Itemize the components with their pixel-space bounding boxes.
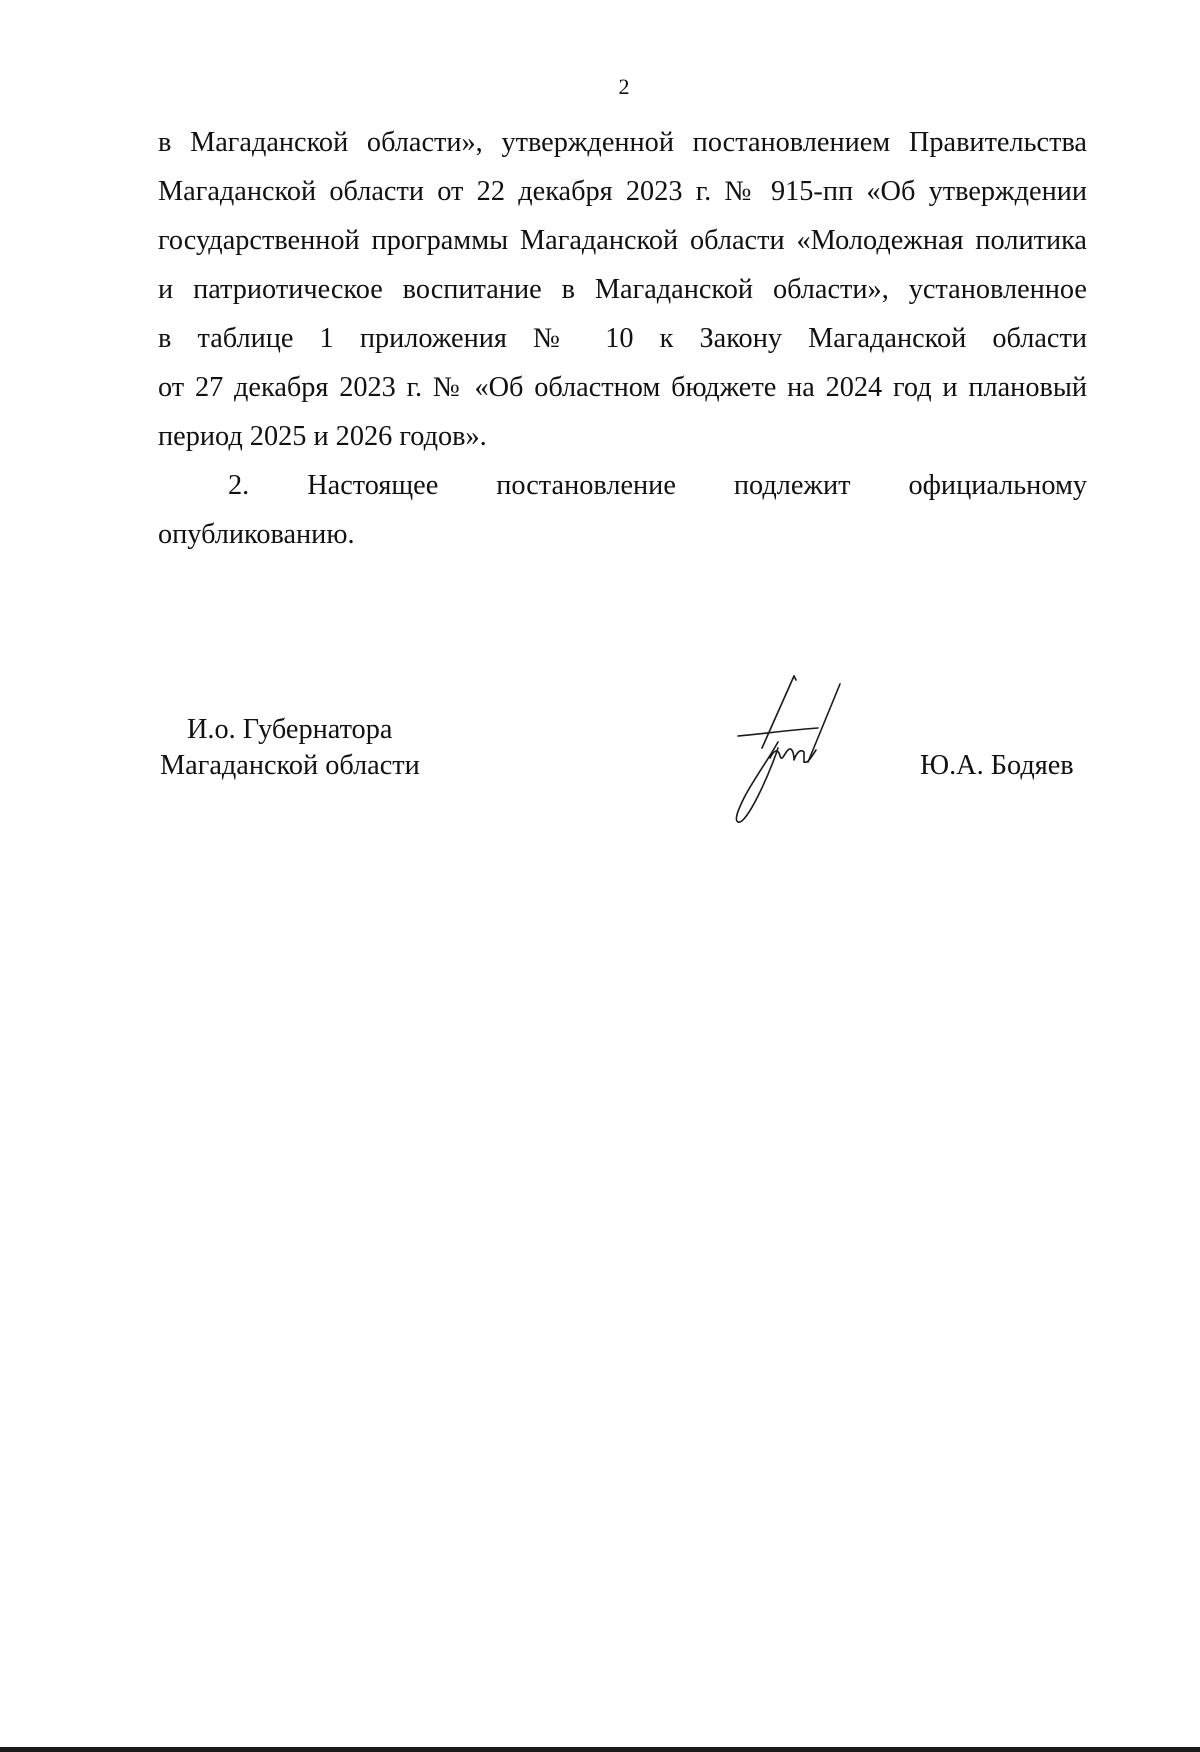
handwritten-signature [690, 670, 880, 830]
text-line: от 27 декабря 2023 г. № «Об областном бюджете на 2024 год и плановый [158, 372, 1087, 403]
text-line: 2. Настоящее постановление подлежит официальному [228, 470, 1087, 501]
text-line: в таблице 1 приложения № 10 к Закону Магаданской области [158, 323, 1087, 354]
scan-bottom-edge [0, 1747, 1200, 1752]
text-line: государственной программы Магаданской области «Молодежная политика [158, 225, 1087, 256]
signatory-title-line-1: И.о. Губернатора [187, 714, 393, 745]
signatory-name: Ю.А. Бодяев [920, 750, 1074, 781]
text-line: опубликованию. [158, 519, 355, 550]
page-number: 2 [618, 74, 630, 99]
document-body [158, 118, 1087, 559]
signatory-title-line-2: Магаданской области [160, 750, 420, 781]
text-line: Магаданской области от 22 декабря 2023 г. № 915-пп «Об утверждении [158, 176, 1087, 207]
paragraph-2 [158, 461, 1087, 559]
text-line: в Магаданской области», утвержденной постановлением Правительства [158, 127, 1087, 158]
signatory-title [160, 712, 420, 784]
text-line: и патриотическое воспитание в Магаданской области», установленное [158, 274, 1087, 305]
text-line: период 2025 и 2026 годов». [158, 421, 487, 452]
paragraph-1 [158, 118, 1087, 461]
